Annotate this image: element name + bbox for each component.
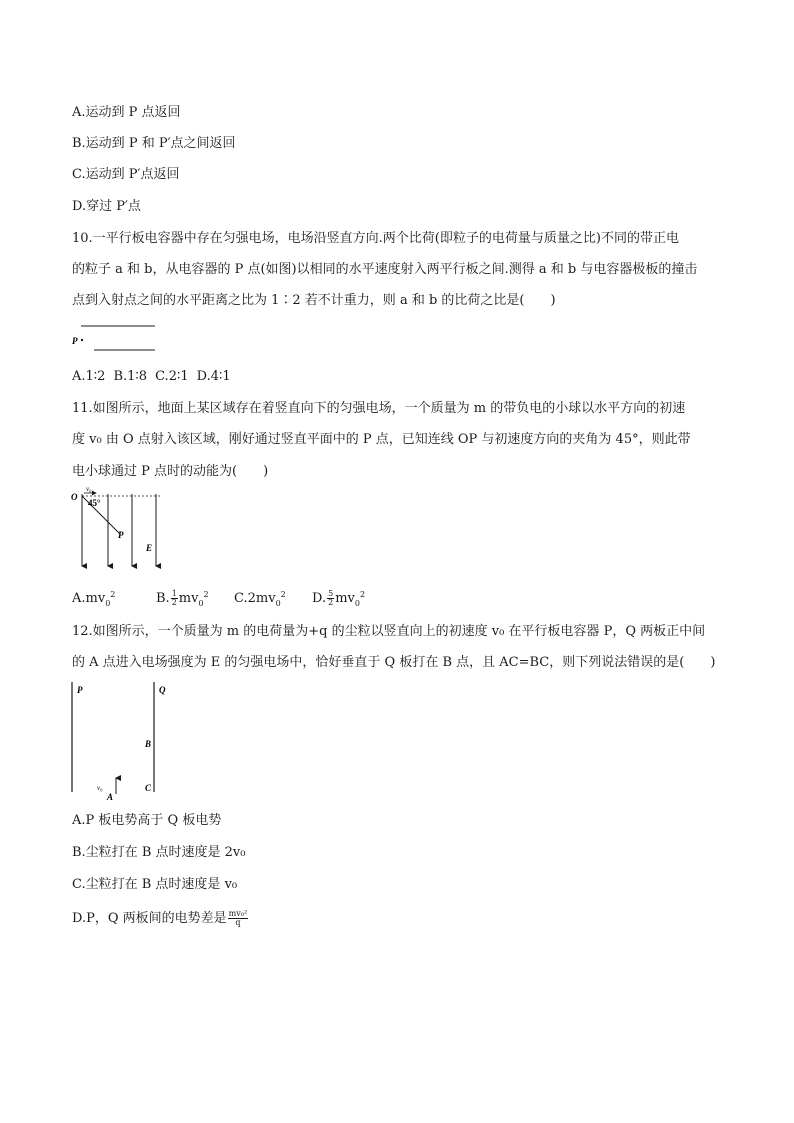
- q12-label-c: C: [145, 783, 152, 793]
- q11-field-figure: [68, 484, 168, 572]
- q11-text-line-1: 11.如图所示，地面上某区域存在着竖直向下的匀强电场，一个质量为 m 的带负电的小球以水平方向的初速: [72, 401, 686, 416]
- q12-option-b: B.尘粒打在 B 点时速度是 2v₀: [72, 845, 246, 860]
- q10-text-line-2: 的粒子 a 和 b，从电容器的 P 点(如图)以相同的水平速度射入两平行板之间.测得 a 和 b 与电容器极板的撞击: [72, 262, 698, 277]
- q10-text-line-3: 点到入射点之间的水平距离之比为 1∶2 若不计重力，则 a 和 b 的比荷之比是( ): [72, 293, 556, 308]
- q12-label-a: A: [107, 792, 114, 802]
- q12-text-line-2: 的 A 点进入电场强度为 E 的匀强电场中，恰好垂直于 Q 板打在 B 点，且 AC=BC，则下列说法错误的是( ): [72, 655, 716, 670]
- q12-option-c: C.尘粒打在 B 点时速度是 v₀: [72, 877, 238, 892]
- option-b-prev: B.运动到 P 和 P′点之间返回: [72, 136, 236, 151]
- q12-label-b: B: [145, 739, 152, 749]
- q12-label-q: Q: [159, 685, 166, 695]
- option-a-prev: A.运动到 P 点返回: [72, 105, 181, 120]
- q10-options: [72, 368, 231, 386]
- q11-label-p: P: [118, 530, 124, 540]
- q10-point-p-dot: [81, 339, 83, 341]
- q11-options: [72, 586, 365, 613]
- q12-option-d: [72, 910, 249, 928]
- q11-option-a: $A.mv_0^2$: [72, 590, 116, 608]
- q11-label-angle: 45°: [88, 498, 101, 508]
- q10-capacitor-figure: [70, 320, 170, 356]
- q12-option-a: A.P 板电势高于 Q 板电势: [72, 813, 222, 828]
- q12-option-d-text: D.P，Q 两板间的电势差是: [72, 911, 227, 926]
- q10-option-c: C.2∶1: [155, 369, 189, 384]
- q11-label-o: O: [71, 492, 78, 502]
- q11-text-line-3: 电小球通过 P 点时的动能为( ): [72, 464, 269, 479]
- q10-text-line-1: 10.一平行板电容器中存在匀强电场，电场沿竖直方向.两个比荷(即粒子的电荷量与质量之比)不同的带正电: [72, 231, 679, 246]
- q12-plates-figure: [68, 680, 168, 804]
- q10-point-p-label: P: [72, 336, 78, 346]
- q11-option-b: B. $\frac{1}{2}$ $mv_0^2$: [156, 589, 209, 608]
- q12-label-v0: v₀: [97, 784, 103, 792]
- q10-option-d: D.4∶1: [196, 369, 231, 384]
- q11-text-line-2: 度 v₀ 由 O 点射入该区域，刚好通过竖直平面中的 P 点，已知连线 OP 与初速度方向的夹角为 45°，则此带: [72, 432, 691, 447]
- option-c-prev: C.运动到 P′点返回: [72, 167, 180, 182]
- q12-text-line-1: 12.如图所示，一个质量为 m 的电荷量为+q 的尘粒以竖直向上的初速度 v₀ 在平行板电容器 P，Q 两板正中间: [72, 624, 706, 639]
- q11-label-v0: v₀: [86, 485, 92, 493]
- q10-option-a: A.1∶2: [72, 369, 106, 384]
- q11-label-e: E: [146, 543, 153, 553]
- q11-option-d: D. $\frac{5}{2}$ $mv_0^2$: [312, 589, 366, 608]
- q12-label-p: P: [77, 685, 83, 695]
- q12-option-d-fraction: $\frac{\text{mv₀²}}{q}$: [228, 909, 248, 927]
- option-d-prev: D.穿过 P′点: [72, 199, 141, 214]
- q10-option-b: B.1∶8: [113, 369, 148, 384]
- q11-option-c: $C.2mv_0^2$: [234, 590, 286, 608]
